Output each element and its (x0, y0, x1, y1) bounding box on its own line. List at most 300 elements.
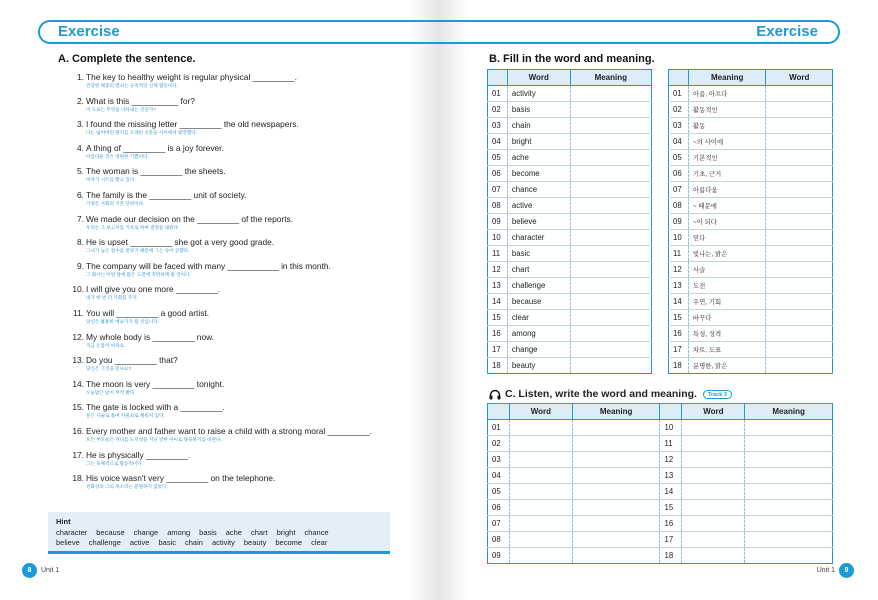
sentence-list (68, 72, 408, 497)
column-header: Word (507, 70, 570, 86)
hint-word: challenge (88, 538, 121, 547)
table-row (488, 532, 833, 548)
row-number: 06 (669, 166, 689, 182)
table-row (488, 516, 833, 532)
table-row (488, 198, 652, 214)
sentence-text: The family is the _________ unit of society. (86, 189, 247, 200)
table-row (669, 262, 833, 278)
row-number: 13 (669, 278, 689, 294)
answer-cell[interactable] (766, 182, 833, 198)
table-row (488, 134, 652, 150)
sentence-item (68, 166, 408, 190)
word-answer-cell[interactable] (682, 436, 745, 452)
word-cell: believe (507, 214, 570, 230)
word-answer-cell[interactable] (509, 516, 572, 532)
row-number: 18 (669, 358, 689, 374)
table-row (488, 246, 652, 262)
answer-cell[interactable] (570, 246, 651, 262)
meaning-answer-cell[interactable] (572, 484, 660, 500)
sentence-number: 14. (72, 378, 84, 389)
table-row (669, 198, 833, 214)
sentence-line (68, 402, 408, 412)
sentence-line (68, 72, 408, 82)
page-footer (22, 563, 59, 578)
row-number: 10 (660, 420, 682, 436)
answer-cell[interactable] (766, 118, 833, 134)
word-cell: because (507, 294, 570, 310)
table-row (669, 86, 833, 102)
meaning-cell: 활동적인 (688, 102, 766, 118)
sentence-text: Every mother and father want to raise a child with a strong moral _________. (86, 425, 372, 436)
sentence-line (68, 308, 408, 318)
hint-row (56, 538, 382, 548)
page-number: 8 (22, 563, 37, 578)
hint-row (56, 528, 382, 538)
meaning-answer-cell[interactable] (745, 532, 833, 548)
meaning-cell: 믿다 (688, 230, 766, 246)
row-number: 01 (488, 420, 510, 436)
sentence-text: The key to healthy weight is regular physical _________. (86, 72, 297, 82)
sentence-line (68, 143, 408, 153)
answer-cell[interactable] (570, 278, 651, 294)
sentence-text: He is upset _________ she got a very good grade. (86, 237, 275, 248)
row-number: 04 (669, 134, 689, 150)
row-number: 11 (660, 436, 682, 452)
answer-cell[interactable] (766, 102, 833, 118)
answer-cell[interactable] (570, 150, 651, 166)
row-number: 04 (488, 134, 508, 150)
hint-word: chart (250, 528, 268, 537)
meaning-to-word-table (668, 69, 833, 374)
sentence-text: The gate is locked with a _________. (86, 402, 225, 413)
word-answer-cell[interactable] (682, 532, 745, 548)
meaning-answer-cell[interactable] (745, 452, 833, 468)
answer-cell[interactable] (570, 166, 651, 182)
column-header: Meaning (688, 70, 766, 86)
meaning-cell: 바꾸다 (688, 310, 766, 326)
answer-cell[interactable] (570, 342, 651, 358)
word-cell: change (507, 342, 570, 358)
column-header: Meaning (745, 404, 833, 420)
table-row (488, 278, 652, 294)
word-answer-cell[interactable] (682, 548, 745, 564)
hint-box (48, 512, 390, 554)
sentence-line (68, 214, 408, 224)
meaning-cell: 빛나는, 밝은 (688, 246, 766, 262)
hint-word: change (133, 528, 159, 537)
answer-cell[interactable] (766, 326, 833, 342)
sentence-text: A thing of _________ is a joy forever. (86, 142, 224, 153)
sentence-line (68, 237, 408, 247)
answer-cell[interactable] (570, 310, 651, 326)
word-cell: basic (507, 246, 570, 262)
row-number: 08 (669, 198, 689, 214)
answer-cell[interactable] (570, 102, 651, 118)
row-number: 14 (669, 294, 689, 310)
table-row (669, 342, 833, 358)
sentence-number: 13. (72, 355, 84, 366)
meaning-cell: 아픔, 아프다 (688, 86, 766, 102)
sentence-item (68, 119, 408, 143)
answer-cell[interactable] (570, 326, 651, 342)
sentence-text: We made our decision on the _________ of the reports. (86, 213, 294, 224)
sentence-item (68, 426, 408, 450)
sentence-item (68, 450, 408, 474)
answer-cell[interactable] (570, 214, 651, 230)
answer-cell[interactable] (570, 358, 651, 374)
sentence-translation: 나는 잃어버린 편지를 오래된 신문들 사이에서 발견했다. (86, 130, 198, 136)
row-number: 12 (669, 262, 689, 278)
row-number: 16 (488, 326, 508, 342)
unit-label: Unit 1 (816, 567, 835, 574)
word-answer-cell[interactable] (509, 500, 572, 516)
sentence-text: His voice wasn't very _________ on the telephone. (86, 473, 276, 484)
right-page (439, 0, 878, 600)
listen-table (487, 403, 833, 564)
sentence-text: You will _________ a good artist. (86, 307, 210, 318)
sentence-number: 11. (72, 307, 84, 318)
sentence-translation: 이 도표는 무엇을 나타내는 것인가? (86, 106, 156, 112)
row-number: 11 (488, 246, 508, 262)
table-row (488, 262, 652, 278)
sentence-text: The woman is _________ the sheets. (86, 166, 226, 177)
answer-cell[interactable] (766, 214, 833, 230)
gutter-shadow (409, 0, 439, 600)
word-answer-cell[interactable] (682, 500, 745, 516)
column-header: Meaning (570, 70, 651, 86)
column-header (488, 70, 508, 86)
answer-cell[interactable] (766, 246, 833, 262)
table-row (488, 86, 652, 102)
row-number: 03 (669, 118, 689, 134)
word-cell: active (507, 198, 570, 214)
meaning-answer-cell[interactable] (572, 468, 660, 484)
row-number: 18 (488, 358, 508, 374)
row-number: 13 (488, 278, 508, 294)
meaning-cell: 특성, 성격 (688, 326, 766, 342)
meaning-cell: 도전 (688, 278, 766, 294)
column-header: Word (682, 404, 745, 420)
unit-label: Unit 1 (41, 567, 60, 574)
sentence-text: The company will be faced with many ___________ in this month. (86, 260, 331, 271)
answer-cell[interactable] (766, 310, 833, 326)
row-number: 11 (669, 246, 689, 262)
table-row (488, 326, 652, 342)
sentence-text: Do you _________ that? (86, 355, 178, 366)
sentence-text: The moon is very _________ tonight. (86, 378, 225, 389)
meaning-answer-cell[interactable] (572, 452, 660, 468)
word-cell: ache (507, 150, 570, 166)
answer-cell[interactable] (766, 86, 833, 102)
sentence-number: 8. (77, 237, 84, 248)
row-number: 15 (488, 310, 508, 326)
meaning-answer-cell[interactable] (745, 516, 833, 532)
hint-word: among (167, 528, 191, 537)
meaning-answer-cell[interactable] (572, 500, 660, 516)
answer-cell[interactable] (570, 230, 651, 246)
sentence-number: 17. (72, 449, 84, 460)
sentence-line (68, 450, 408, 460)
meaning-answer-cell[interactable] (572, 516, 660, 532)
section-c-title (489, 388, 732, 400)
sentence-number: 18. (72, 473, 84, 484)
word-answer-cell[interactable] (509, 420, 572, 436)
row-number: 08 (488, 532, 510, 548)
table-row (669, 150, 833, 166)
meaning-answer-cell[interactable] (745, 484, 833, 500)
word-answer-cell[interactable] (682, 420, 745, 436)
meaning-answer-cell[interactable] (745, 468, 833, 484)
table-row (488, 484, 833, 500)
answer-cell[interactable] (766, 358, 833, 374)
table-row (488, 118, 652, 134)
table-row (488, 342, 652, 358)
meaning-answer-cell[interactable] (745, 500, 833, 516)
word-answer-cell[interactable] (509, 436, 572, 452)
sentence-translation: 네가 한 번 더 기회를 주지. (86, 295, 139, 301)
hint-word: clear (311, 538, 328, 547)
answer-cell[interactable] (570, 262, 651, 278)
hint-word: activity (211, 538, 235, 547)
row-number: 17 (488, 342, 508, 358)
sentence-item (68, 284, 408, 308)
hint-word: believe (56, 538, 80, 547)
sentence-translation: 가정은 사회의 기본 단위이다. (86, 200, 145, 206)
word-cell: chart (507, 262, 570, 278)
sentence-line (68, 473, 408, 483)
word-answer-cell[interactable] (509, 532, 572, 548)
column-header: Word (766, 70, 833, 86)
row-number: 02 (488, 102, 508, 118)
header-title: Exercise (58, 23, 120, 40)
hint-word: become (275, 538, 303, 547)
table-row (488, 420, 833, 436)
table-row (669, 310, 833, 326)
hint-word: basis (199, 528, 217, 537)
sentence-line (68, 119, 408, 129)
meaning-cell: 기초, 근거 (688, 166, 766, 182)
table-row (669, 246, 833, 262)
hint-word: active (129, 538, 150, 547)
sentence-item (68, 214, 408, 238)
table-row (488, 166, 652, 182)
sentence-number: 7. (77, 213, 84, 224)
answer-cell[interactable] (766, 134, 833, 150)
word-cell: among (507, 326, 570, 342)
row-number: 02 (488, 436, 510, 452)
column-header (488, 404, 510, 420)
meaning-cell: 분명한, 맑은 (688, 358, 766, 374)
sentence-item (68, 237, 408, 261)
sentence-line (68, 379, 408, 389)
meaning-answer-cell[interactable] (745, 436, 833, 452)
word-answer-cell[interactable] (682, 468, 745, 484)
row-number: 02 (669, 102, 689, 118)
meaning-answer-cell[interactable] (745, 420, 833, 436)
sentence-line (68, 190, 408, 200)
sentence-item (68, 332, 408, 356)
table-row (669, 278, 833, 294)
hint-title: Hint (56, 517, 71, 526)
table-row (669, 214, 833, 230)
sentence-translation: 아름다운 것은 영원한 기쁨이다. (86, 153, 149, 159)
answer-cell[interactable] (570, 134, 651, 150)
row-number: 01 (488, 86, 508, 102)
row-number: 12 (660, 452, 682, 468)
row-number: 10 (669, 230, 689, 246)
table-row (488, 436, 833, 452)
table-row (669, 358, 833, 374)
row-number: 07 (669, 182, 689, 198)
row-number: 09 (669, 214, 689, 230)
meaning-cell: ~ 때문에 (688, 198, 766, 214)
sentence-translation: 그녀가 높은 점수를 받았기 때문에 그는 속이 상했다. (86, 248, 190, 254)
answer-cell[interactable] (570, 86, 651, 102)
sentence-line (68, 355, 408, 365)
row-number: 12 (488, 262, 508, 278)
meaning-cell: 사슬 (688, 262, 766, 278)
row-number: 05 (488, 484, 510, 500)
table-row (669, 134, 833, 150)
hint-word: ache (225, 528, 242, 537)
answer-cell[interactable] (766, 166, 833, 182)
hint-word: bright (276, 528, 296, 537)
table-row (669, 294, 833, 310)
row-number: 07 (488, 516, 510, 532)
sentence-item (68, 143, 408, 167)
sentence-line (68, 284, 408, 294)
meaning-answer-cell[interactable] (572, 420, 660, 436)
row-number: 17 (660, 532, 682, 548)
sentence-translation: 모든 부모들은 자녀를 도덕성을 지닌 강한 아이로 양육하기를 바란다. (86, 436, 222, 442)
sentence-number: 10. (72, 284, 84, 295)
sentence-translation: 지금 온몸이 아파요. (86, 342, 126, 348)
row-number: 09 (488, 214, 508, 230)
headphones-icon (489, 389, 501, 400)
answer-cell[interactable] (570, 118, 651, 134)
sentence-number: 1. (77, 72, 84, 82)
header-bar (38, 20, 439, 44)
section-b-title: B. Fill in the word and meaning. (489, 53, 655, 65)
hint-word: beauty (243, 538, 267, 547)
word-cell: beauty (507, 358, 570, 374)
word-cell: chain (507, 118, 570, 134)
page-number: 9 (839, 563, 854, 578)
sentence-translation: 그는 육체적으로 활동적이다. (86, 460, 144, 466)
sentence-item (68, 96, 408, 120)
row-number: 05 (488, 150, 508, 166)
table-row (488, 230, 652, 246)
row-number: 07 (488, 182, 508, 198)
word-cell: character (507, 230, 570, 246)
row-number: 03 (488, 452, 510, 468)
table-row (669, 102, 833, 118)
column-header (660, 404, 682, 420)
page-footer (817, 563, 854, 578)
sentence-number: 5. (77, 166, 84, 177)
word-cell: become (507, 166, 570, 182)
sentence-number: 9. (77, 260, 84, 271)
table-row (488, 358, 652, 374)
hint-word: character (56, 528, 88, 537)
meaning-answer-cell[interactable] (572, 532, 660, 548)
answer-cell[interactable] (570, 198, 651, 214)
answer-cell[interactable] (766, 230, 833, 246)
answer-cell[interactable] (766, 294, 833, 310)
meaning-cell: 우연, 기회 (688, 294, 766, 310)
meaning-answer-cell[interactable] (572, 436, 660, 452)
sentence-item (68, 72, 408, 96)
meaning-cell: ~이 되다 (688, 214, 766, 230)
row-number: 06 (488, 166, 508, 182)
word-cell: activity (507, 86, 570, 102)
word-cell: bright (507, 134, 570, 150)
row-number: 17 (669, 342, 689, 358)
word-answer-cell[interactable] (682, 516, 745, 532)
sentence-number: 6. (77, 189, 84, 200)
column-header: Meaning (572, 404, 660, 420)
word-cell: clear (507, 310, 570, 326)
answer-cell[interactable] (570, 294, 651, 310)
meaning-cell: 활동 (688, 118, 766, 134)
sentence-translation: 건강한 체중의 열쇠는 규칙적인 신체 활동이다. (86, 83, 178, 88)
sentence-number: 16. (72, 425, 84, 436)
word-answer-cell[interactable] (509, 468, 572, 484)
word-answer-cell[interactable] (682, 452, 745, 468)
table-row (488, 310, 652, 326)
sentence-number: 12. (72, 331, 84, 342)
table-row (669, 230, 833, 246)
table-row (488, 548, 833, 564)
word-answer-cell[interactable] (509, 548, 572, 564)
row-number: 13 (660, 468, 682, 484)
sentence-item (68, 402, 408, 426)
row-number: 08 (488, 198, 508, 214)
column-header: Word (509, 404, 572, 420)
meaning-answer-cell[interactable] (572, 548, 660, 564)
answer-cell[interactable] (766, 342, 833, 358)
table-row (669, 166, 833, 182)
word-answer-cell[interactable] (509, 452, 572, 468)
answer-cell[interactable] (766, 150, 833, 166)
word-cell: challenge (507, 278, 570, 294)
sentence-item (68, 190, 408, 214)
sentence-text: I found the missing letter _________ the old newspapers. (86, 119, 299, 130)
table-row (488, 102, 652, 118)
track-badge[interactable]: Track 3 (703, 390, 732, 399)
table-row (488, 500, 833, 516)
answer-cell[interactable] (766, 278, 833, 294)
sentence-item (68, 379, 408, 403)
row-number: 15 (660, 500, 682, 516)
meaning-answer-cell[interactable] (745, 548, 833, 564)
sentence-translation: 당신은 그것을 믿나요? (86, 366, 132, 372)
word-answer-cell[interactable] (509, 484, 572, 500)
row-number: 14 (660, 484, 682, 500)
row-number: 03 (488, 118, 508, 134)
answer-cell[interactable] (570, 182, 651, 198)
answer-cell[interactable] (766, 198, 833, 214)
meaning-cell: 차트, 도표 (688, 342, 766, 358)
sentence-text: My whole body is _________ now. (86, 331, 215, 342)
hint-word: basic (158, 538, 176, 547)
row-number: 16 (669, 326, 689, 342)
sentence-translation: 문은 사슬로 묶여 자물쇠로 채워져 있다. (86, 413, 165, 419)
table-row (488, 452, 833, 468)
answer-cell[interactable] (766, 262, 833, 278)
table-row (488, 214, 652, 230)
word-answer-cell[interactable] (682, 484, 745, 500)
